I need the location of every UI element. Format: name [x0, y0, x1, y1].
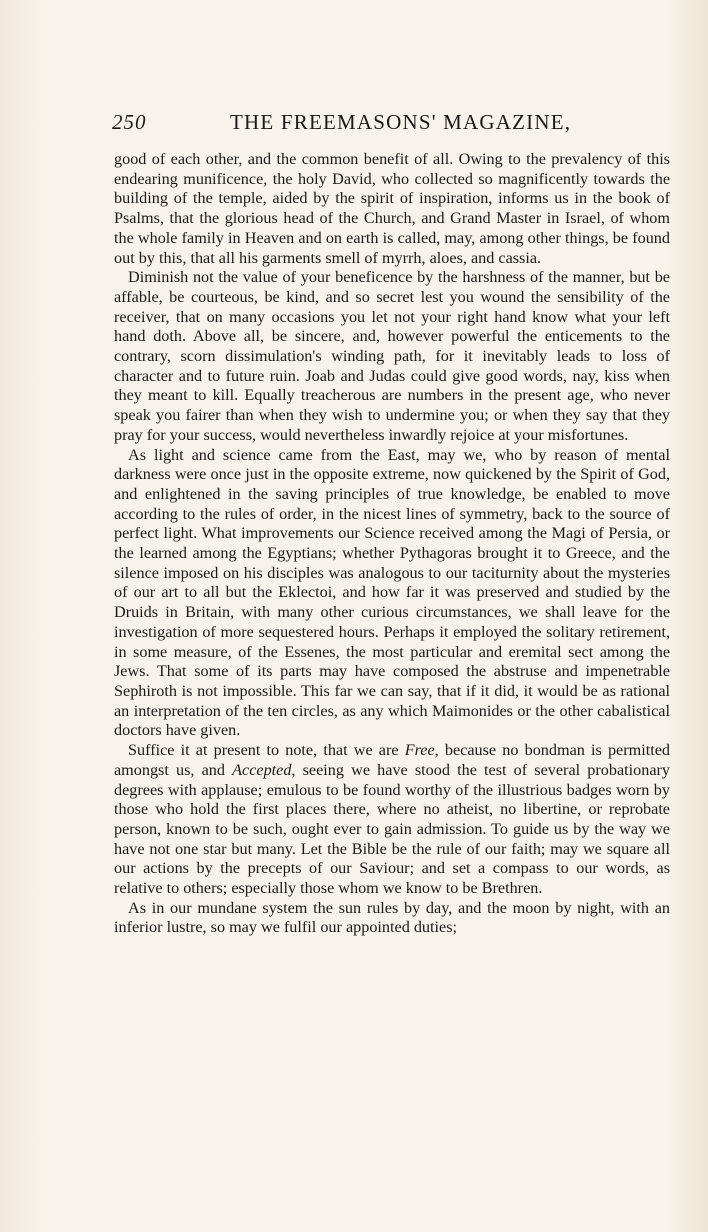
paragraph [114, 150, 670, 268]
text-run: As in our mundane system the sun rules by day, and the moon by night, with an inferior lustre, so may we fulfil our appointed duties; [114, 898, 670, 937]
emphasis-text: Accepted, [232, 760, 296, 779]
text-run: seeing we have stood the test of several probationary degrees with applause; emulous to be found worthy of the illustrious badges worn by those who hold the first places there, where no atheist, no libertine, or reprobate person, known to be such, ought ever to gain admission. To guide us by the way we have not one star but many. Let the Bible be the rule of our faith; may we square all our actions by the precepts of our Saviour; and set a compass to our words, as relative to others; especially those whom we know to be Brethren. [114, 760, 670, 898]
text-run: good of each other, and the common benefit of all. Owing to the prevalency of this endearing munificence, the holy David, who collected so magnificently towards the building of the temple, aided by the spirit of inspiration, informs us in the book of Psalms, that the glorious head of the Church, and Grand Master in Israel, of whom the whole family in Heaven and on earth is called, may, among other things, be found out by this, that all his garments smell of myrrh, aloes, and cassia. [114, 150, 670, 267]
emphasis-text: Free, [404, 741, 439, 760]
paragraph [114, 446, 670, 742]
text-run: Diminish not the value of your beneficence by the harshness of the manner, but be affable, be courteous, be kind, and so secret lest you wound the sensibility of the receiver, that on many occasions you let not your right hand know what your left hand doth. Above all, be sincere, and, however powerful the enticements to the contrary, scorn dissimulation's winding path, for it inevitably leads to loss of character and to future ruin. Joab and Judas could give good words, nay, kiss when they meant to kill. Equally treacherous are numbers in the present age, who never speak you fairer than when they wish to undermine you; or when they say that they pray for your success, would nevertheless inwardly rejoice at your misfortunes. [114, 268, 670, 444]
text-run: Suffice it at present to note, that we are [128, 741, 405, 760]
paragraph [114, 741, 670, 899]
text-run: As light and science came from the East, may we, who by reason of mental darkness were once just in the opposite extreme, now quickened by the Spirit of God, and enlightened in the saving principles of true knowledge, be enabled to move according to the rules of order, in the nicest lines of symmetry, back to the source of perfect light. What improvements our Science received among the Magi of Persia, or the learned among the Egyptians; whether Pythagoras brought it to Greece, and the silence imposed on his disciples was analogous to our taciturnity about the mysteries of our art to all but the Eklectoi, and how far it was preserved and studied by the Druids in Britain, with many other curious circumstances, we shall leave for the investigation of more sequestered hours. Perhaps it employed the solitary retirement, in some measure, of the Essenes, the most particular and eremital sect among the Jews. That some of its parts may have composed the abstruse and impenetrable Sephiroth is not impossible. This far we can say, that if it did, it would be as rational an interpretation of the ten circles, as any which Maimonides or the other cabalistical doctors have given. [114, 445, 670, 740]
paragraph [114, 268, 670, 445]
page-header [112, 110, 672, 142]
running-title: THE FREEMASONS' MAGAZINE, [230, 110, 572, 134]
text-run: because no bondman is permitted amongst us, and [114, 741, 670, 779]
page-number: 250 [112, 110, 147, 134]
paragraph [114, 899, 670, 938]
article-body [114, 150, 670, 938]
